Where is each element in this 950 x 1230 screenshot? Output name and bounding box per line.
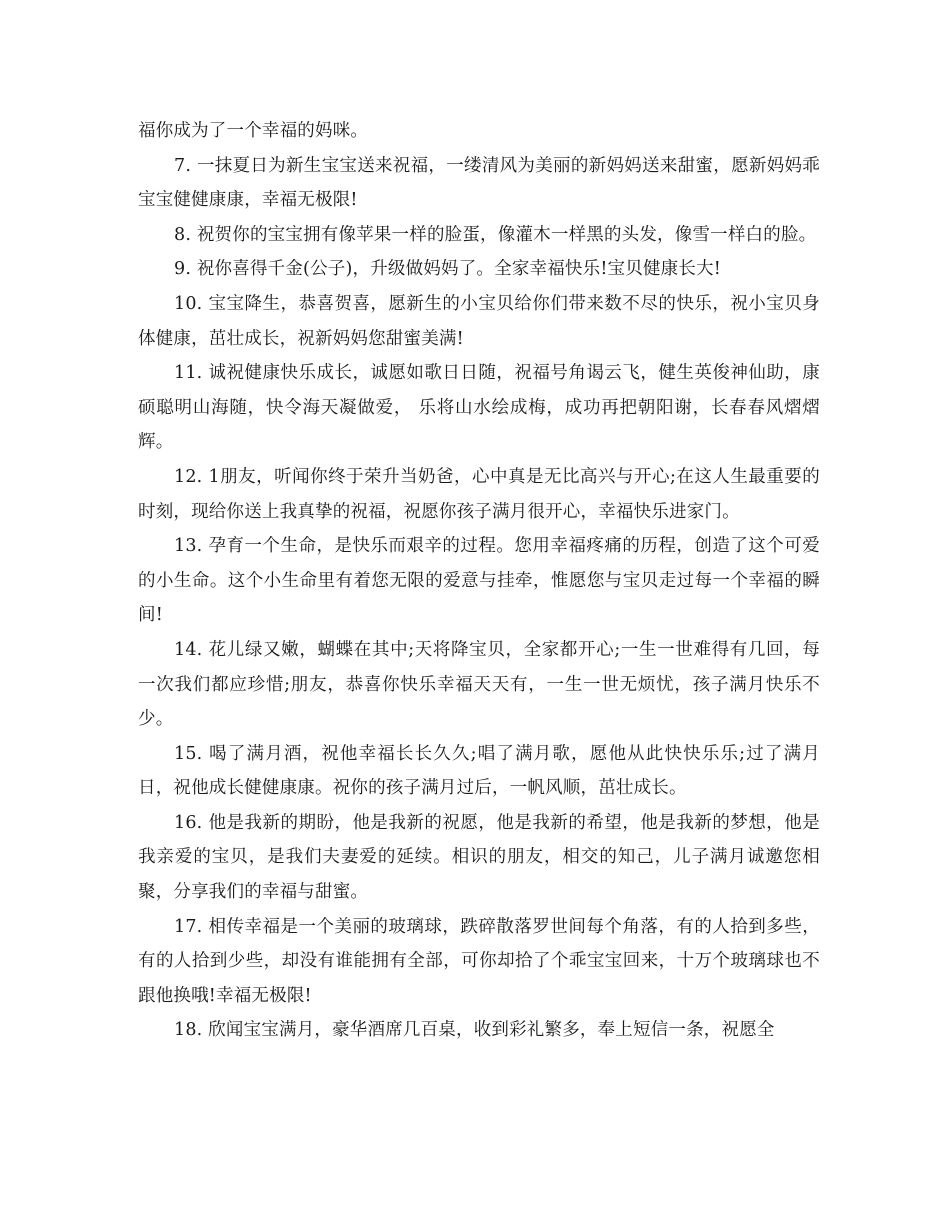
paragraph-item-9: 9. 祝你喜得千金(公子)，升级做妈妈了。全家幸福快乐!宝贝健康长大!: [174, 259, 721, 280]
paragraph-item-8: 8. 祝贺你的宝宝拥有像苹果一样的脸蛋，像灌木一样黑的头发，像雪一样白的脸。: [174, 224, 817, 245]
paragraph-continuation: 福你成为了一个幸福的妈咪。: [138, 121, 369, 141]
document-body: [138, 114, 820, 1048]
paragraph-item-13: 13. 孕育一个生命，是快乐而艰辛的过程。您用幸福疼痛的历程，创造了这个可爱的小生命。这个小生命里有着您无限的爱意与挂牵，惟愿您与宝贝走过每一个幸福的瞬间!: [138, 536, 820, 626]
paragraph-item-15: 15. 喝了满月酒，祝他幸福长长久久;唱了满月歌，愿他从此快快乐乐;过了满月日，祝他成长健健康康。祝你的孩子满月过后，一帆风顺，茁壮成长。: [138, 743, 820, 799]
paragraph-item-10: 10. 宝宝降生，恭喜贺喜，愿新生的小宝贝给你们带来数不尽的快乐，祝小宝贝身体健康，茁壮成长，祝新妈妈您甜蜜美满!: [138, 293, 820, 349]
paragraph-item-11: 11. 诚祝健康快乐成长，诚愿如歌日日随，祝福号角谒云飞，健生英俊神仙助，康硕聪明山海随，快令海天凝做爱， 乐将山水绘成梅，成功再把朝阳谢，长春春风熠熠辉。: [138, 363, 820, 453]
paragraph-item-12: 12. 1朋友，听闻你终于荣升当奶爸，心中真是无比高兴与开心;在这人生最重要的时刻，现给你送上我真挚的祝福，祝愿你孩子满月很开心，幸福快乐进家门。: [138, 466, 820, 522]
paragraph-item-17: 17. 相传幸福是一个美丽的玻璃球，跌碎散落罗世间每个角落，有的人拾到多些，有的人拾到少些，却没有谁能拥有全部，可你却拾了个乖宝宝回来，十万个玻璃球也不跟他换哦!幸福无极限!: [138, 916, 820, 1006]
paragraph-item-14: 14. 花儿绿又嫩，蝴蝶在其中;天将降宝贝，全家都开心;一生一世难得有几回，每一次我们都应珍惜;朋友，恭喜你快乐幸福天天有，一生一世无烦忧，孩子满月快乐不少。: [138, 639, 820, 730]
paragraph-item-16: 16. 他是我新的期盼，他是我新的祝愿，他是我新的希望，他是我新的梦想，他是我亲爱的宝贝，是我们夫妻爱的延续。相识的朋友，相交的知己，儿子满月诚邀您相聚，分享我们的幸福与甜蜜。: [138, 812, 820, 903]
paragraph-item-18: 18. 欣闻宝宝满月，豪华酒席几百桌，收到彩礼繁多，奉上短信一条，祝愿全: [174, 1020, 775, 1041]
paragraph-item-7: 7. 一抹夏日为新生宝宝送来祝福，一缕清风为美丽的新妈妈送来甜蜜，愿新妈妈乖宝宝健健康康，幸福无极限!: [138, 155, 820, 211]
